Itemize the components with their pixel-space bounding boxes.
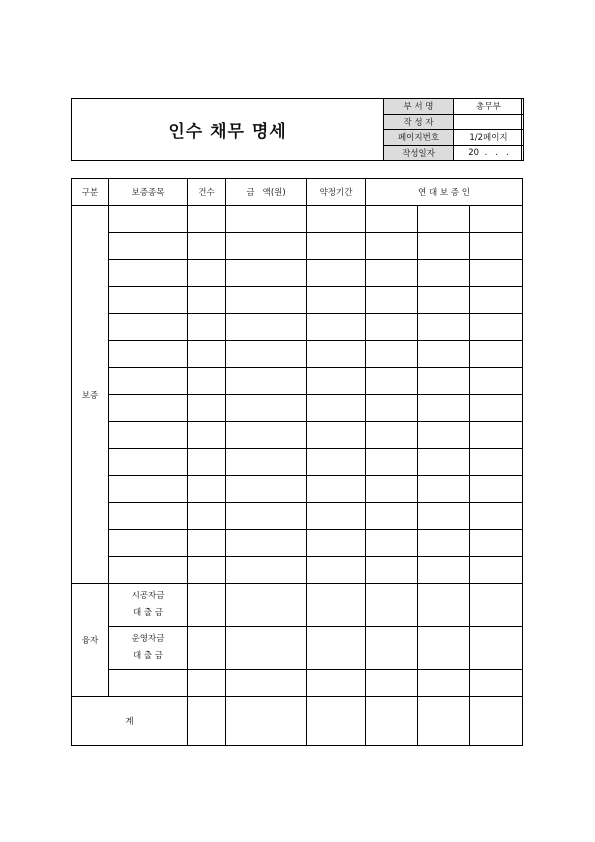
guarantee-row xyxy=(72,476,523,503)
page-number-value[interactable]: 1/2페이지 xyxy=(454,130,524,146)
cell[interactable] xyxy=(307,368,366,395)
cell[interactable] xyxy=(109,422,188,449)
cell[interactable] xyxy=(418,503,470,530)
cell[interactable] xyxy=(109,503,188,530)
cell[interactable] xyxy=(307,476,366,503)
cell[interactable] xyxy=(109,368,188,395)
debt-table xyxy=(71,178,523,746)
cell[interactable] xyxy=(307,422,366,449)
cell[interactable] xyxy=(109,233,188,260)
cell[interactable] xyxy=(226,670,307,697)
cell[interactable] xyxy=(418,341,470,368)
col-amount: 금 액(원) xyxy=(226,179,307,206)
guarantee-row xyxy=(72,449,523,476)
guarantee-row xyxy=(72,206,523,233)
cell[interactable] xyxy=(109,314,188,341)
cell[interactable] xyxy=(366,476,418,503)
cell[interactable] xyxy=(307,530,366,557)
cell[interactable] xyxy=(307,287,366,314)
cell[interactable] xyxy=(470,233,523,260)
info-table xyxy=(383,98,524,161)
cell[interactable] xyxy=(188,476,226,503)
cell[interactable] xyxy=(470,670,523,697)
cell[interactable] xyxy=(366,557,418,584)
cell[interactable] xyxy=(470,503,523,530)
cell[interactable] xyxy=(188,368,226,395)
cell[interactable] xyxy=(366,341,418,368)
guarantee-row xyxy=(72,503,523,530)
cell[interactable] xyxy=(418,368,470,395)
guarantee-row xyxy=(72,233,523,260)
cell[interactable] xyxy=(188,627,226,670)
cell[interactable] xyxy=(109,395,188,422)
cell[interactable] xyxy=(226,476,307,503)
cell[interactable] xyxy=(470,584,523,627)
cell[interactable] xyxy=(470,341,523,368)
cell[interactable] xyxy=(470,395,523,422)
guarantee-row xyxy=(72,557,523,584)
cell[interactable] xyxy=(366,584,418,627)
cell[interactable] xyxy=(366,670,418,697)
section-loan: 융자 xyxy=(72,584,109,697)
cell[interactable] xyxy=(366,697,418,746)
cell[interactable] xyxy=(418,557,470,584)
guarantee-row xyxy=(72,314,523,341)
col-category: 구분 xyxy=(72,179,109,206)
cell[interactable] xyxy=(418,697,470,746)
guarantee-row xyxy=(72,368,523,395)
cell[interactable] xyxy=(470,697,523,746)
guarantee-row xyxy=(72,530,523,557)
guarantee-row xyxy=(72,422,523,449)
loan-item-line: 시공자금 xyxy=(131,591,165,601)
cell[interactable] xyxy=(226,314,307,341)
cell[interactable] xyxy=(470,206,523,233)
cell[interactable] xyxy=(366,206,418,233)
col-term: 약정기간 xyxy=(307,179,366,206)
cell[interactable] xyxy=(188,503,226,530)
cell[interactable] xyxy=(470,260,523,287)
dept-value[interactable]: 총무부 xyxy=(454,99,524,115)
cell[interactable] xyxy=(109,341,188,368)
cell[interactable] xyxy=(307,557,366,584)
cell[interactable] xyxy=(418,233,470,260)
cell[interactable] xyxy=(418,449,470,476)
cell[interactable] xyxy=(470,287,523,314)
cell[interactable] xyxy=(418,287,470,314)
cell[interactable] xyxy=(188,670,226,697)
cell[interactable] xyxy=(366,530,418,557)
header-box xyxy=(71,98,522,161)
cell[interactable] xyxy=(470,476,523,503)
cell[interactable] xyxy=(226,233,307,260)
cell[interactable] xyxy=(418,530,470,557)
cell[interactable] xyxy=(226,449,307,476)
cell[interactable] xyxy=(418,260,470,287)
total-label: 계 xyxy=(72,697,188,746)
loan-item-line: 운영자금 xyxy=(131,634,165,644)
page-title: 인수 채무 명세 xyxy=(168,122,287,142)
loan-item-operating xyxy=(109,627,188,670)
cell[interactable] xyxy=(109,449,188,476)
cell[interactable] xyxy=(307,584,366,627)
cell[interactable] xyxy=(470,449,523,476)
cell[interactable] xyxy=(418,584,470,627)
cell[interactable] xyxy=(226,697,307,746)
date-label: 작성일자 xyxy=(384,145,454,161)
cell[interactable] xyxy=(366,314,418,341)
cell[interactable] xyxy=(188,287,226,314)
cell[interactable] xyxy=(226,287,307,314)
cell[interactable] xyxy=(366,422,418,449)
cell[interactable] xyxy=(307,670,366,697)
cell[interactable] xyxy=(366,449,418,476)
cell[interactable] xyxy=(418,422,470,449)
loan-row xyxy=(72,670,523,697)
cell[interactable] xyxy=(366,233,418,260)
cell[interactable] xyxy=(366,395,418,422)
cell[interactable] xyxy=(188,206,226,233)
cell[interactable] xyxy=(226,584,307,627)
guarantee-row xyxy=(72,260,523,287)
cell[interactable] xyxy=(307,233,366,260)
cell[interactable] xyxy=(226,368,307,395)
guarantee-row xyxy=(72,395,523,422)
cell[interactable] xyxy=(109,287,188,314)
cell[interactable] xyxy=(109,530,188,557)
cell[interactable] xyxy=(188,557,226,584)
loan-row xyxy=(72,627,523,670)
cell[interactable] xyxy=(366,260,418,287)
cell[interactable] xyxy=(470,368,523,395)
col-item: 보증종목 xyxy=(109,179,188,206)
cell[interactable] xyxy=(307,206,366,233)
cell[interactable] xyxy=(418,206,470,233)
cell[interactable] xyxy=(418,395,470,422)
loan-row xyxy=(72,584,523,627)
cell[interactable] xyxy=(307,395,366,422)
cell[interactable] xyxy=(418,627,470,670)
cell[interactable] xyxy=(226,530,307,557)
cell[interactable] xyxy=(188,422,226,449)
cell[interactable] xyxy=(470,314,523,341)
cell[interactable] xyxy=(188,341,226,368)
cell[interactable] xyxy=(307,627,366,670)
cell[interactable] xyxy=(418,314,470,341)
cell[interactable] xyxy=(307,260,366,287)
cell[interactable] xyxy=(226,557,307,584)
dept-label: 부 서 명 xyxy=(384,99,454,115)
cell[interactable] xyxy=(109,670,188,697)
cell[interactable] xyxy=(109,476,188,503)
cell[interactable] xyxy=(226,395,307,422)
header-row xyxy=(72,179,523,206)
col-count: 건수 xyxy=(188,179,226,206)
cell[interactable] xyxy=(307,697,366,746)
cell[interactable] xyxy=(226,260,307,287)
cell[interactable] xyxy=(418,670,470,697)
loan-item-line: 대 출 금 xyxy=(132,651,164,661)
cell[interactable] xyxy=(307,503,366,530)
loan-item-construction xyxy=(109,584,188,627)
cell[interactable] xyxy=(188,314,226,341)
cell[interactable] xyxy=(109,557,188,584)
author-label: 작 성 자 xyxy=(384,114,454,130)
cell[interactable] xyxy=(226,341,307,368)
cell[interactable] xyxy=(366,368,418,395)
cell[interactable] xyxy=(188,233,226,260)
cell[interactable] xyxy=(109,260,188,287)
cell[interactable] xyxy=(418,476,470,503)
total-row xyxy=(72,697,523,746)
cell[interactable] xyxy=(188,449,226,476)
cell[interactable] xyxy=(366,287,418,314)
cell[interactable] xyxy=(188,584,226,627)
cell[interactable] xyxy=(188,697,226,746)
section-guarantee: 보증 xyxy=(72,206,109,584)
cell[interactable] xyxy=(188,260,226,287)
cell[interactable] xyxy=(226,627,307,670)
cell[interactable] xyxy=(307,341,366,368)
cell[interactable] xyxy=(188,530,226,557)
cell[interactable] xyxy=(226,422,307,449)
cell[interactable] xyxy=(366,503,418,530)
cell[interactable] xyxy=(188,395,226,422)
guarantee-row xyxy=(72,287,523,314)
author-value[interactable] xyxy=(454,114,524,130)
cell[interactable] xyxy=(470,557,523,584)
cell[interactable] xyxy=(307,449,366,476)
cell[interactable] xyxy=(366,627,418,670)
cell[interactable] xyxy=(226,503,307,530)
col-guarantor: 연 대 보 증 인 xyxy=(366,179,523,206)
cell[interactable] xyxy=(307,314,366,341)
guarantee-row xyxy=(72,341,523,368)
cell[interactable] xyxy=(470,422,523,449)
date-value[interactable]: 20 . . . xyxy=(454,145,524,161)
cell[interactable] xyxy=(470,627,523,670)
cell[interactable] xyxy=(109,206,188,233)
page-number-label: 페이지번호 xyxy=(384,130,454,146)
loan-item-line: 대 출 금 xyxy=(132,608,164,618)
cell[interactable] xyxy=(226,206,307,233)
cell[interactable] xyxy=(470,530,523,557)
